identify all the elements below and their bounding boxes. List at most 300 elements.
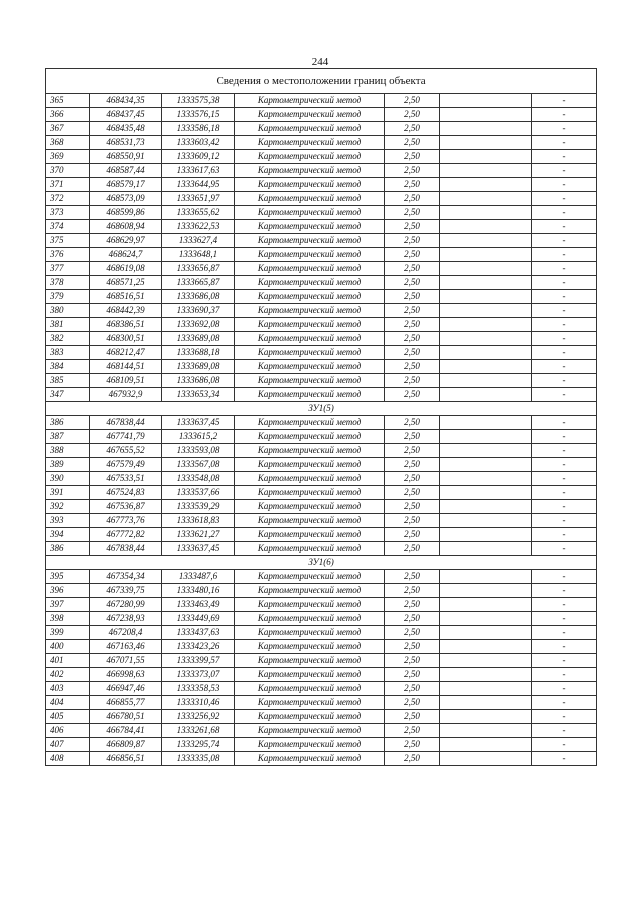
empty-cell [440, 248, 532, 262]
x-coordinate-cell: 466856,51 [90, 752, 162, 766]
method-cell: Картометрический метод [235, 458, 385, 472]
method-cell: Картометрический метод [235, 612, 385, 626]
section-label: ЗУ1(6) [46, 556, 597, 570]
y-coordinate-cell: 1333437,63 [162, 626, 235, 640]
table-row [46, 150, 597, 164]
empty-cell [440, 542, 532, 556]
y-coordinate-cell: 1333539,29 [162, 500, 235, 514]
point-number-cell: 403 [46, 682, 90, 696]
table-header-row [46, 69, 597, 94]
dash-cell: - [532, 108, 597, 122]
x-coordinate-cell: 466809,87 [90, 738, 162, 752]
x-coordinate-cell: 468531,73 [90, 136, 162, 150]
point-number-cell: 387 [46, 430, 90, 444]
y-coordinate-cell: 1333688,18 [162, 346, 235, 360]
empty-cell [440, 234, 532, 248]
precision-cell: 2,50 [385, 500, 440, 514]
boundary-table-container [45, 68, 596, 766]
x-coordinate-cell: 466947,46 [90, 682, 162, 696]
dash-cell: - [532, 332, 597, 346]
precision-cell: 2,50 [385, 724, 440, 738]
empty-cell [440, 486, 532, 500]
table-row [46, 178, 597, 192]
table-row [46, 584, 597, 598]
point-number-cell: 378 [46, 276, 90, 290]
precision-cell: 2,50 [385, 332, 440, 346]
x-coordinate-cell: 467533,51 [90, 472, 162, 486]
table-row [46, 668, 597, 682]
dash-cell: - [532, 192, 597, 206]
precision-cell: 2,50 [385, 640, 440, 654]
x-coordinate-cell: 468300,51 [90, 332, 162, 346]
empty-cell [440, 640, 532, 654]
precision-cell: 2,50 [385, 654, 440, 668]
dash-cell: - [532, 514, 597, 528]
point-number-cell: 384 [46, 360, 90, 374]
y-coordinate-cell: 1333686,08 [162, 290, 235, 304]
method-cell: Картометрический метод [235, 570, 385, 584]
method-cell: Картометрический метод [235, 444, 385, 458]
dash-cell: - [532, 220, 597, 234]
point-number-cell: 376 [46, 248, 90, 262]
empty-cell [440, 192, 532, 206]
precision-cell: 2,50 [385, 626, 440, 640]
empty-cell [440, 388, 532, 402]
y-coordinate-cell: 1333692,08 [162, 318, 235, 332]
dash-cell: - [532, 164, 597, 178]
point-number-cell: 389 [46, 458, 90, 472]
table-row [46, 738, 597, 752]
method-cell: Картометрический метод [235, 346, 385, 360]
method-cell: Картометрический метод [235, 318, 385, 332]
x-coordinate-cell: 467655,52 [90, 444, 162, 458]
x-coordinate-cell: 467838,44 [90, 542, 162, 556]
precision-cell: 2,50 [385, 304, 440, 318]
dash-cell: - [532, 724, 597, 738]
empty-cell [440, 598, 532, 612]
empty-cell [440, 472, 532, 486]
x-coordinate-cell: 466855,77 [90, 696, 162, 710]
empty-cell [440, 612, 532, 626]
dash-cell: - [532, 654, 597, 668]
method-cell: Картометрический метод [235, 374, 385, 388]
point-number-cell: 367 [46, 122, 90, 136]
dash-cell: - [532, 682, 597, 696]
method-cell: Картометрический метод [235, 248, 385, 262]
point-number-cell: 401 [46, 654, 90, 668]
table-row [46, 598, 597, 612]
x-coordinate-cell: 468144,51 [90, 360, 162, 374]
method-cell: Картометрический метод [235, 640, 385, 654]
table-row [46, 346, 597, 360]
dash-cell: - [532, 472, 597, 486]
point-number-cell: 390 [46, 472, 90, 486]
table-row [46, 94, 597, 108]
dash-cell: - [532, 318, 597, 332]
point-number-cell: 402 [46, 668, 90, 682]
empty-cell [440, 360, 532, 374]
x-coordinate-cell: 467208,4 [90, 626, 162, 640]
point-number-cell: 406 [46, 724, 90, 738]
dash-cell: - [532, 598, 597, 612]
precision-cell: 2,50 [385, 528, 440, 542]
point-number-cell: 375 [46, 234, 90, 248]
table-row [46, 262, 597, 276]
y-coordinate-cell: 1333603,42 [162, 136, 235, 150]
method-cell: Картометрический метод [235, 696, 385, 710]
dash-cell: - [532, 640, 597, 654]
empty-cell [440, 696, 532, 710]
y-coordinate-cell: 1333586,18 [162, 122, 235, 136]
point-number-cell: 371 [46, 178, 90, 192]
y-coordinate-cell: 1333575,38 [162, 94, 235, 108]
x-coordinate-cell: 468442,39 [90, 304, 162, 318]
dash-cell: - [532, 458, 597, 472]
dash-cell: - [532, 290, 597, 304]
point-number-cell: 392 [46, 500, 90, 514]
dash-cell: - [532, 360, 597, 374]
y-coordinate-cell: 1333656,87 [162, 262, 235, 276]
point-number-cell: 373 [46, 206, 90, 220]
precision-cell: 2,50 [385, 262, 440, 276]
point-number-cell: 391 [46, 486, 90, 500]
point-number-cell: 366 [46, 108, 90, 122]
x-coordinate-cell: 468434,35 [90, 94, 162, 108]
point-number-cell: 347 [46, 388, 90, 402]
empty-cell [440, 346, 532, 360]
y-coordinate-cell: 1333593,08 [162, 444, 235, 458]
precision-cell: 2,50 [385, 570, 440, 584]
table-row [46, 444, 597, 458]
method-cell: Картометрический метод [235, 724, 385, 738]
y-coordinate-cell: 1333310,46 [162, 696, 235, 710]
x-coordinate-cell: 467071,55 [90, 654, 162, 668]
dash-cell: - [532, 584, 597, 598]
x-coordinate-cell: 467163,46 [90, 640, 162, 654]
table-row [46, 752, 597, 766]
page-number: 244 [311, 56, 329, 68]
y-coordinate-cell: 1333487,6 [162, 570, 235, 584]
table-row [46, 682, 597, 696]
x-coordinate-cell: 467772,82 [90, 528, 162, 542]
method-cell: Картометрический метод [235, 276, 385, 290]
point-number-cell: 405 [46, 710, 90, 724]
empty-cell [440, 416, 532, 430]
table-row [46, 388, 597, 402]
table-row [46, 570, 597, 584]
x-coordinate-cell: 467741,79 [90, 430, 162, 444]
x-coordinate-cell: 468516,51 [90, 290, 162, 304]
section-label: ЗУ1(5) [46, 402, 597, 416]
table-row [46, 500, 597, 514]
table-row [46, 542, 597, 556]
y-coordinate-cell: 1333689,08 [162, 360, 235, 374]
precision-cell: 2,50 [385, 710, 440, 724]
precision-cell: 2,50 [385, 752, 440, 766]
y-coordinate-cell: 1333637,45 [162, 542, 235, 556]
y-coordinate-cell: 1333653,34 [162, 388, 235, 402]
precision-cell: 2,50 [385, 164, 440, 178]
x-coordinate-cell: 467238,93 [90, 612, 162, 626]
table-row [46, 108, 597, 122]
dash-cell: - [532, 696, 597, 710]
x-coordinate-cell: 468608,94 [90, 220, 162, 234]
dash-cell: - [532, 710, 597, 724]
method-cell: Картометрический метод [235, 486, 385, 500]
method-cell: Картометрический метод [235, 710, 385, 724]
empty-cell [440, 500, 532, 514]
precision-cell: 2,50 [385, 108, 440, 122]
method-cell: Картометрический метод [235, 668, 385, 682]
x-coordinate-cell: 468599,86 [90, 206, 162, 220]
y-coordinate-cell: 1333648,1 [162, 248, 235, 262]
y-coordinate-cell: 1333609,12 [162, 150, 235, 164]
point-number-cell: 408 [46, 752, 90, 766]
section-row [46, 402, 597, 416]
empty-cell [440, 178, 532, 192]
method-cell: Картометрический метод [235, 738, 385, 752]
dash-cell: - [532, 94, 597, 108]
method-cell: Картометрический метод [235, 304, 385, 318]
table-row [46, 136, 597, 150]
empty-cell [440, 682, 532, 696]
y-coordinate-cell: 1333655,62 [162, 206, 235, 220]
precision-cell: 2,50 [385, 472, 440, 486]
method-cell: Картометрический метод [235, 220, 385, 234]
dash-cell: - [532, 486, 597, 500]
table-row [46, 514, 597, 528]
x-coordinate-cell: 467339,75 [90, 584, 162, 598]
x-coordinate-cell: 468619,08 [90, 262, 162, 276]
precision-cell: 2,50 [385, 458, 440, 472]
y-coordinate-cell: 1333622,53 [162, 220, 235, 234]
dash-cell: - [532, 136, 597, 150]
table-row [46, 248, 597, 262]
method-cell: Картометрический метод [235, 108, 385, 122]
y-coordinate-cell: 1333373,07 [162, 668, 235, 682]
y-coordinate-cell: 1333627,4 [162, 234, 235, 248]
precision-cell: 2,50 [385, 598, 440, 612]
method-cell: Картометрический метод [235, 94, 385, 108]
y-coordinate-cell: 1333480,16 [162, 584, 235, 598]
y-coordinate-cell: 1333576,15 [162, 108, 235, 122]
empty-cell [440, 164, 532, 178]
x-coordinate-cell: 467280,99 [90, 598, 162, 612]
precision-cell: 2,50 [385, 430, 440, 444]
dash-cell: - [532, 430, 597, 444]
table-row [46, 304, 597, 318]
precision-cell: 2,50 [385, 290, 440, 304]
y-coordinate-cell: 1333256,92 [162, 710, 235, 724]
point-number-cell: 374 [46, 220, 90, 234]
x-coordinate-cell: 468571,25 [90, 276, 162, 290]
precision-cell: 2,50 [385, 276, 440, 290]
x-coordinate-cell: 466784,41 [90, 724, 162, 738]
dash-cell: - [532, 528, 597, 542]
table-row [46, 276, 597, 290]
table-row [46, 234, 597, 248]
x-coordinate-cell: 466780,51 [90, 710, 162, 724]
empty-cell [440, 108, 532, 122]
method-cell: Картометрический метод [235, 528, 385, 542]
y-coordinate-cell: 1333463,49 [162, 598, 235, 612]
precision-cell: 2,50 [385, 612, 440, 626]
precision-cell: 2,50 [385, 416, 440, 430]
dash-cell: - [532, 388, 597, 402]
precision-cell: 2,50 [385, 374, 440, 388]
dash-cell: - [532, 150, 597, 164]
table-row [46, 710, 597, 724]
empty-cell [440, 262, 532, 276]
y-coordinate-cell: 1333335,08 [162, 752, 235, 766]
point-number-cell: 383 [46, 346, 90, 360]
y-coordinate-cell: 1333537,66 [162, 486, 235, 500]
method-cell: Картометрический метод [235, 122, 385, 136]
x-coordinate-cell: 467524,83 [90, 486, 162, 500]
x-coordinate-cell: 467579,49 [90, 458, 162, 472]
method-cell: Картометрический метод [235, 500, 385, 514]
dash-cell: - [532, 206, 597, 220]
point-number-cell: 395 [46, 570, 90, 584]
empty-cell [440, 584, 532, 598]
method-cell: Картометрический метод [235, 234, 385, 248]
precision-cell: 2,50 [385, 318, 440, 332]
table-row [46, 122, 597, 136]
x-coordinate-cell: 468212,47 [90, 346, 162, 360]
table-row [46, 164, 597, 178]
precision-cell: 2,50 [385, 248, 440, 262]
y-coordinate-cell: 1333358,53 [162, 682, 235, 696]
y-coordinate-cell: 1333399,57 [162, 654, 235, 668]
dash-cell: - [532, 626, 597, 640]
point-number-cell: 388 [46, 444, 90, 458]
table-row [46, 430, 597, 444]
y-coordinate-cell: 1333423,26 [162, 640, 235, 654]
empty-cell [440, 206, 532, 220]
method-cell: Картометрический метод [235, 164, 385, 178]
empty-cell [440, 528, 532, 542]
point-number-cell: 397 [46, 598, 90, 612]
table-header-title: Сведения о местоположении границ объекта [46, 69, 597, 94]
empty-cell [440, 290, 532, 304]
point-number-cell: 394 [46, 528, 90, 542]
point-number-cell: 379 [46, 290, 90, 304]
x-coordinate-cell: 468386,51 [90, 318, 162, 332]
x-coordinate-cell: 468550,91 [90, 150, 162, 164]
dash-cell: - [532, 304, 597, 318]
x-coordinate-cell: 468624,7 [90, 248, 162, 262]
y-coordinate-cell: 1333261,68 [162, 724, 235, 738]
table-row [46, 220, 597, 234]
precision-cell: 2,50 [385, 668, 440, 682]
method-cell: Картометрический метод [235, 682, 385, 696]
y-coordinate-cell: 1333689,08 [162, 332, 235, 346]
method-cell: Картометрический метод [235, 150, 385, 164]
point-number-cell: 369 [46, 150, 90, 164]
precision-cell: 2,50 [385, 584, 440, 598]
y-coordinate-cell: 1333615,2 [162, 430, 235, 444]
method-cell: Картометрический метод [235, 752, 385, 766]
dash-cell: - [532, 346, 597, 360]
precision-cell: 2,50 [385, 738, 440, 752]
empty-cell [440, 94, 532, 108]
y-coordinate-cell: 1333621,27 [162, 528, 235, 542]
precision-cell: 2,50 [385, 94, 440, 108]
precision-cell: 2,50 [385, 136, 440, 150]
method-cell: Картометрический метод [235, 290, 385, 304]
dash-cell: - [532, 668, 597, 682]
table-row [46, 192, 597, 206]
x-coordinate-cell: 468573,09 [90, 192, 162, 206]
precision-cell: 2,50 [385, 346, 440, 360]
method-cell: Картометрический метод [235, 598, 385, 612]
empty-cell [440, 626, 532, 640]
x-coordinate-cell: 467773,76 [90, 514, 162, 528]
empty-cell [440, 444, 532, 458]
precision-cell: 2,50 [385, 514, 440, 528]
empty-cell [440, 458, 532, 472]
method-cell: Картометрический метод [235, 430, 385, 444]
empty-cell [440, 318, 532, 332]
table-row [46, 528, 597, 542]
section-row [46, 556, 597, 570]
table-row [46, 612, 597, 626]
point-number-cell: 385 [46, 374, 90, 388]
dash-cell: - [532, 612, 597, 626]
precision-cell: 2,50 [385, 178, 440, 192]
x-coordinate-cell: 468109,51 [90, 374, 162, 388]
table-row [46, 360, 597, 374]
point-number-cell: 400 [46, 640, 90, 654]
method-cell: Картометрический метод [235, 262, 385, 276]
point-number-cell: 381 [46, 318, 90, 332]
y-coordinate-cell: 1333295,74 [162, 738, 235, 752]
method-cell: Картометрический метод [235, 584, 385, 598]
method-cell: Картометрический метод [235, 472, 385, 486]
point-number-cell: 396 [46, 584, 90, 598]
table-row [46, 626, 597, 640]
method-cell: Картометрический метод [235, 136, 385, 150]
table-row [46, 654, 597, 668]
table-row [46, 486, 597, 500]
empty-cell [440, 752, 532, 766]
empty-cell [440, 654, 532, 668]
y-coordinate-cell: 1333617,63 [162, 164, 235, 178]
empty-cell [440, 122, 532, 136]
y-coordinate-cell: 1333548,08 [162, 472, 235, 486]
empty-cell [440, 514, 532, 528]
x-coordinate-cell: 468629,97 [90, 234, 162, 248]
empty-cell [440, 304, 532, 318]
x-coordinate-cell: 467354,34 [90, 570, 162, 584]
dash-cell: - [532, 248, 597, 262]
boundary-table [45, 68, 597, 766]
method-cell: Картометрический метод [235, 626, 385, 640]
precision-cell: 2,50 [385, 486, 440, 500]
empty-cell [440, 276, 532, 290]
table-row [46, 416, 597, 430]
point-number-cell: 377 [46, 262, 90, 276]
dash-cell: - [532, 122, 597, 136]
dash-cell: - [532, 374, 597, 388]
empty-cell [440, 710, 532, 724]
dash-cell: - [532, 752, 597, 766]
y-coordinate-cell: 1333651,97 [162, 192, 235, 206]
point-number-cell: 398 [46, 612, 90, 626]
x-coordinate-cell: 467838,44 [90, 416, 162, 430]
empty-cell [440, 374, 532, 388]
method-cell: Картометрический метод [235, 416, 385, 430]
